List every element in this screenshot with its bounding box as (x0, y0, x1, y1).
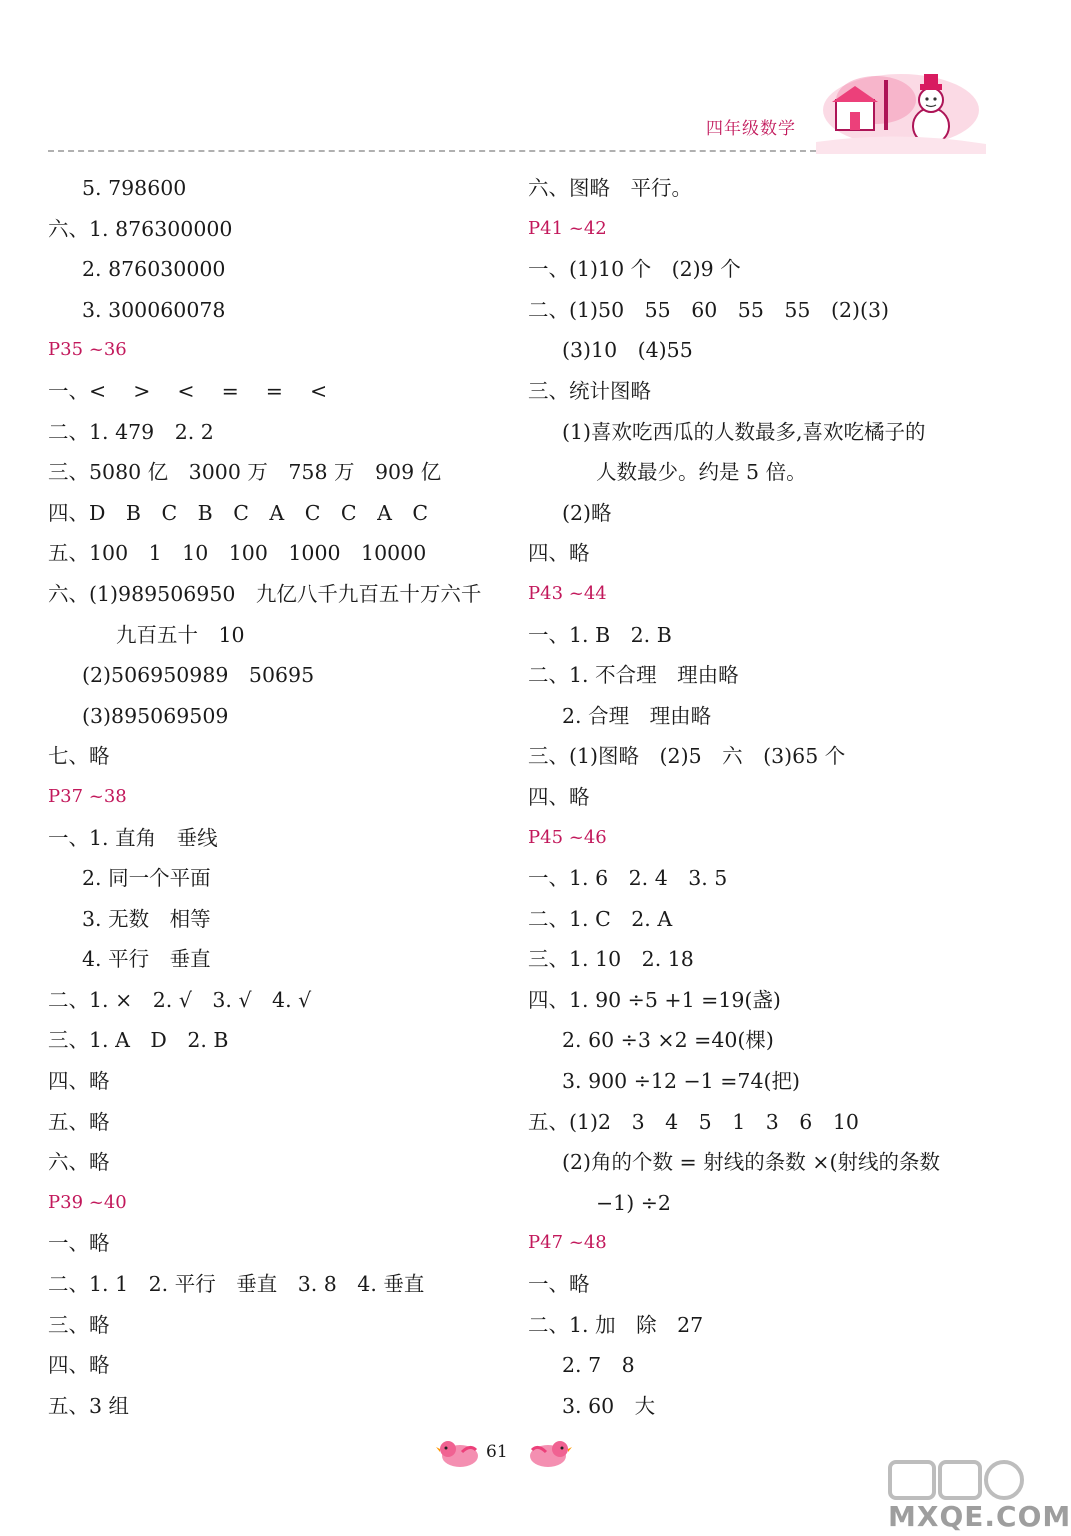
answer-line: 二、1. 1 2. 平行 垂直 3. 8 4. 垂直 (48, 1272, 425, 1297)
header-divider (48, 150, 816, 152)
answer-line: (2)506950989 50695 (82, 663, 315, 688)
answer-line: 五、(1)2 3 4 5 1 3 6 10 (528, 1109, 859, 1134)
answer-line: 二、1. × 2. √ 3. √ 4. √ (48, 987, 312, 1012)
answer-line: 二、1. 加 除 27 (528, 1312, 704, 1337)
answer-line: 一、1. 直角 垂线 (48, 825, 218, 850)
answer-line: 四、略 (48, 1069, 110, 1094)
section-heading: P45 ~46 (528, 826, 607, 848)
bird-left-icon (436, 1436, 480, 1470)
answer-line: 人数最少。约是 5 倍。 (596, 460, 807, 485)
answer-line: 3. 无数 相等 (82, 906, 211, 931)
answer-line: 三、5080 亿 3000 万 758 万 909 亿 (48, 460, 442, 485)
answer-line: 九百五十 10 (116, 622, 245, 647)
answer-line: 2. 60 ÷3 ×2 =40(棵) (562, 1028, 774, 1053)
answer-line: 一、略 (48, 1231, 110, 1256)
snowman-illustration (816, 70, 986, 154)
answer-line: 二、1. C 2. A (528, 906, 673, 931)
answer-line: 3. 300060078 (82, 297, 226, 322)
bird-right-icon (528, 1436, 572, 1470)
answer-line: 一、(1)10 个 (2)9 个 (528, 257, 741, 282)
answer-line: 六、略 (48, 1150, 110, 1175)
answer-line: 四、略 (528, 784, 590, 809)
answer-line: 四、1. 90 ÷5 +1 =19(盏) (528, 987, 781, 1012)
answer-line: 三、略 (48, 1312, 110, 1337)
section-heading: P43 ~44 (528, 582, 607, 604)
page-number: 61 (486, 1442, 508, 1462)
answer-line: 五、100 1 10 100 1000 10000 (48, 541, 427, 566)
right-column (528, 168, 998, 1426)
section-heading: P37 ~38 (48, 785, 127, 807)
section-heading: P47 ~48 (528, 1232, 607, 1254)
answer-line: 二、(1)50 55 60 55 55 (2)(3) (528, 297, 890, 322)
answer-line: 三、1. A D 2. B (48, 1028, 229, 1053)
answer-line: 二、1. 不合理 理由略 (528, 663, 739, 688)
answer-line: (3)10 (4)55 (562, 338, 693, 363)
answer-line: 六、图略 平行。 (528, 176, 692, 200)
answer-line: 2. 7 8 (562, 1353, 635, 1378)
answer-line: 六、(1)989506950 九亿八千九百五十万六千 (48, 581, 482, 606)
answer-line: 四、略 (48, 1353, 110, 1378)
answer-line: 4. 平行 垂直 (82, 947, 211, 972)
page-header (0, 0, 1034, 160)
answer-line: 四、略 (528, 541, 590, 566)
answer-line: 三、统计图略 (528, 378, 651, 403)
answer-line: 3. 60 大 (562, 1393, 656, 1418)
answer-line: 三、1. 10 2. 18 (528, 947, 694, 972)
answer-line: 3. 900 ÷12 −1 =74(把) (562, 1069, 800, 1094)
answer-line: 一、略 (528, 1272, 590, 1297)
answer-line: 二、1. 479 2. 2 (48, 419, 214, 444)
section-heading: P35 ~36 (48, 339, 127, 361)
answer-line: (3)895069509 (82, 703, 229, 728)
answer-line: 2. 合理 理由略 (562, 703, 712, 728)
answer-line: (2)角的个数 = 射线的条数 ×(射线的条数 (562, 1150, 940, 1175)
answer-line: 七、略 (48, 744, 110, 769)
section-heading: P39 ~40 (48, 1191, 127, 1213)
subject-title: 四年级数学 (706, 119, 796, 139)
answer-line: 六、1. 876300000 (48, 216, 233, 241)
answer-line: (2)略 (562, 500, 612, 525)
answer-line: −1) ÷2 (596, 1190, 671, 1215)
left-column (48, 168, 508, 1426)
answer-line: 一、1. B 2. B (528, 622, 672, 647)
answer-line: 五、3 组 (48, 1393, 130, 1418)
answer-line: 5. 798600 (82, 176, 187, 200)
answer-line: (1)喜欢吃西瓜的人数最多,喜欢吃橘子的 (562, 419, 926, 444)
answer-line: 四、D B C B C A C C A C (48, 500, 429, 525)
section-heading: P41 ~42 (528, 217, 607, 239)
watermark-text: MXQE.COM (888, 1500, 1071, 1533)
answer-line: 2. 876030000 (82, 257, 226, 282)
answer-line: 三、(1)图略 (2)5 六 (3)65 个 (528, 744, 846, 769)
answer-line: 五、略 (48, 1109, 110, 1134)
answer-line: 2. 同一个平面 (82, 866, 211, 891)
answer-line: 一、1. 6 2. 4 3. 5 (528, 866, 728, 891)
answer-line: 一、< > < = = < (48, 378, 328, 403)
